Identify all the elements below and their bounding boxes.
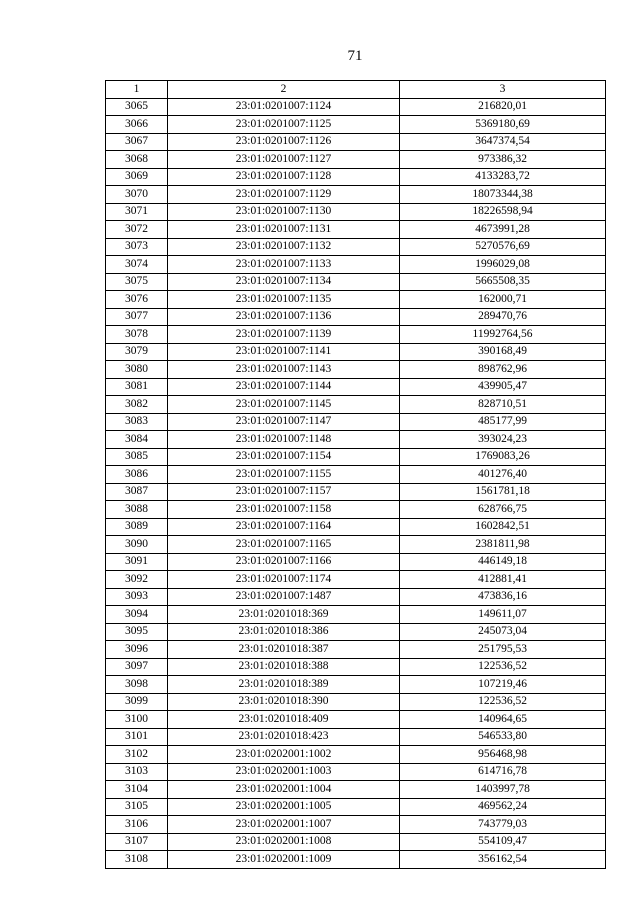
table-row: [106, 448, 606, 466]
table-row: [106, 203, 606, 221]
row-number-cell: 3075: [106, 273, 168, 291]
value-cell: 356162,54: [400, 851, 606, 869]
value-cell: 446149,18: [400, 553, 606, 571]
cadastral-number-cell: 23:01:0201018:389: [168, 676, 400, 694]
table-row: [106, 238, 606, 256]
column-header-1: 1: [106, 81, 168, 99]
cadastral-number-cell: 23:01:0201007:1134: [168, 273, 400, 291]
cadastral-number-cell: 23:01:0201007:1147: [168, 413, 400, 431]
row-number-cell: 3078: [106, 326, 168, 344]
cadastral-value-table: [105, 80, 606, 869]
table-row: [106, 483, 606, 501]
row-number-cell: 3067: [106, 133, 168, 151]
cadastral-number-cell: 23:01:0201007:1136: [168, 308, 400, 326]
cadastral-number-cell: 23:01:0201018:387: [168, 641, 400, 659]
table-row: [106, 518, 606, 536]
table-row: [106, 851, 606, 869]
table-row: [106, 816, 606, 834]
value-cell: 1403997,78: [400, 781, 606, 799]
cadastral-number-cell: 23:01:0202001:1009: [168, 851, 400, 869]
table-row: [106, 326, 606, 344]
row-number-cell: 3065: [106, 98, 168, 116]
cadastral-number-cell: 23:01:0201007:1132: [168, 238, 400, 256]
value-cell: 4133283,72: [400, 168, 606, 186]
cadastral-number-cell: 23:01:0201007:1124: [168, 98, 400, 116]
row-number-cell: 3085: [106, 448, 168, 466]
value-cell: 5665508,35: [400, 273, 606, 291]
value-cell: 5270576,69: [400, 238, 606, 256]
row-number-cell: 3104: [106, 781, 168, 799]
value-cell: 2381811,98: [400, 536, 606, 554]
value-cell: 628766,75: [400, 501, 606, 519]
value-cell: 289470,76: [400, 308, 606, 326]
cadastral-number-cell: 23:01:0201007:1125: [168, 116, 400, 134]
row-number-cell: 3076: [106, 291, 168, 309]
table-row: [106, 466, 606, 484]
row-number-cell: 3106: [106, 816, 168, 834]
cadastral-number-cell: 23:01:0201007:1141: [168, 343, 400, 361]
table-row: [106, 431, 606, 449]
row-number-cell: 3084: [106, 431, 168, 449]
cadastral-number-cell: 23:01:0201007:1131: [168, 221, 400, 239]
column-header-3: 3: [400, 81, 606, 99]
table-row: [106, 658, 606, 676]
value-cell: 18073344,38: [400, 186, 606, 204]
table-row: [106, 273, 606, 291]
cadastral-number-cell: 23:01:0201007:1139: [168, 326, 400, 344]
row-number-cell: 3080: [106, 361, 168, 379]
cadastral-number-cell: 23:01:0201007:1129: [168, 186, 400, 204]
row-number-cell: 3077: [106, 308, 168, 326]
table-row: [106, 133, 606, 151]
value-cell: 107219,46: [400, 676, 606, 694]
row-number-cell: 3070: [106, 186, 168, 204]
table-row: [106, 221, 606, 239]
cadastral-number-cell: 23:01:0201018:369: [168, 606, 400, 624]
cadastral-number-cell: 23:01:0201007:1126: [168, 133, 400, 151]
cadastral-number-cell: 23:01:0201018:423: [168, 728, 400, 746]
table-row: [106, 116, 606, 134]
row-number-cell: 3098: [106, 676, 168, 694]
table-row: [106, 291, 606, 309]
table-row: [106, 623, 606, 641]
row-number-cell: 3097: [106, 658, 168, 676]
table-row: [106, 711, 606, 729]
row-number-cell: 3096: [106, 641, 168, 659]
row-number-cell: 3092: [106, 571, 168, 589]
table-row: [106, 536, 606, 554]
value-cell: 162000,71: [400, 291, 606, 309]
value-cell: 5369180,69: [400, 116, 606, 134]
table-row: [106, 308, 606, 326]
row-number-cell: 3095: [106, 623, 168, 641]
value-cell: 245073,04: [400, 623, 606, 641]
table-row: [106, 396, 606, 414]
cadastral-number-cell: 23:01:0201018:388: [168, 658, 400, 676]
cadastral-number-cell: 23:01:0201007:1164: [168, 518, 400, 536]
row-number-cell: 3066: [106, 116, 168, 134]
cadastral-number-cell: 23:01:0201007:1144: [168, 378, 400, 396]
table-row: [106, 676, 606, 694]
row-number-cell: 3069: [106, 168, 168, 186]
value-cell: 251795,53: [400, 641, 606, 659]
value-cell: 828710,51: [400, 396, 606, 414]
column-header-2: 2: [168, 81, 400, 99]
value-cell: 439905,47: [400, 378, 606, 396]
cadastral-number-cell: 23:01:0201007:1174: [168, 571, 400, 589]
value-cell: 11992764,56: [400, 326, 606, 344]
value-cell: 1561781,18: [400, 483, 606, 501]
row-number-cell: 3068: [106, 151, 168, 169]
value-cell: 1602842,51: [400, 518, 606, 536]
row-number-cell: 3073: [106, 238, 168, 256]
value-cell: 216820,01: [400, 98, 606, 116]
row-number-cell: 3091: [106, 553, 168, 571]
value-cell: 401276,40: [400, 466, 606, 484]
row-number-cell: 3088: [106, 501, 168, 519]
cadastral-number-cell: 23:01:0201007:1158: [168, 501, 400, 519]
cadastral-number-cell: 23:01:0201007:1143: [168, 361, 400, 379]
cadastral-number-cell: 23:01:0201007:1155: [168, 466, 400, 484]
row-number-cell: 3079: [106, 343, 168, 361]
row-number-cell: 3072: [106, 221, 168, 239]
value-cell: 1769083,26: [400, 448, 606, 466]
table-body: [106, 98, 606, 868]
cadastral-number-cell: 23:01:0202001:1002: [168, 746, 400, 764]
table-row: [106, 833, 606, 851]
cadastral-number-cell: 23:01:0201007:1154: [168, 448, 400, 466]
cadastral-number-cell: 23:01:0202001:1008: [168, 833, 400, 851]
value-cell: 149611,07: [400, 606, 606, 624]
value-cell: 122536,52: [400, 693, 606, 711]
value-cell: 18226598,94: [400, 203, 606, 221]
table-row: [106, 728, 606, 746]
value-cell: 4673991,28: [400, 221, 606, 239]
row-number-cell: 3107: [106, 833, 168, 851]
cadastral-number-cell: 23:01:0201018:386: [168, 623, 400, 641]
value-cell: 412881,41: [400, 571, 606, 589]
row-number-cell: 3100: [106, 711, 168, 729]
table-row: [106, 98, 606, 116]
table-row: [106, 588, 606, 606]
value-cell: 390168,49: [400, 343, 606, 361]
table-header-row: [106, 81, 606, 99]
table-row: [106, 378, 606, 396]
row-number-cell: 3074: [106, 256, 168, 274]
cadastral-number-cell: 23:01:0201007:1145: [168, 396, 400, 414]
row-number-cell: 3099: [106, 693, 168, 711]
table-row: [106, 763, 606, 781]
cadastral-number-cell: 23:01:0201007:1165: [168, 536, 400, 554]
row-number-cell: 3102: [106, 746, 168, 764]
value-cell: 3647374,54: [400, 133, 606, 151]
table-row: [106, 746, 606, 764]
cadastral-number-cell: 23:01:0201007:1127: [168, 151, 400, 169]
row-number-cell: 3081: [106, 378, 168, 396]
value-cell: 469562,24: [400, 798, 606, 816]
table-row: [106, 781, 606, 799]
table-row: [106, 186, 606, 204]
row-number-cell: 3108: [106, 851, 168, 869]
cadastral-number-cell: 23:01:0202001:1003: [168, 763, 400, 781]
value-cell: 956468,98: [400, 746, 606, 764]
table-row: [106, 168, 606, 186]
row-number-cell: 3094: [106, 606, 168, 624]
table-row: [106, 553, 606, 571]
cadastral-number-cell: 23:01:0201007:1166: [168, 553, 400, 571]
value-cell: 743779,03: [400, 816, 606, 834]
row-number-cell: 3090: [106, 536, 168, 554]
cadastral-number-cell: 23:01:0202001:1007: [168, 816, 400, 834]
cadastral-number-cell: 23:01:0201018:390: [168, 693, 400, 711]
value-cell: 473836,16: [400, 588, 606, 606]
table-row: [106, 151, 606, 169]
value-cell: 122536,52: [400, 658, 606, 676]
cadastral-number-cell: 23:01:0201007:1130: [168, 203, 400, 221]
value-cell: 898762,96: [400, 361, 606, 379]
page-number: 71: [347, 48, 363, 64]
value-cell: 973386,32: [400, 151, 606, 169]
row-number-cell: 3105: [106, 798, 168, 816]
cadastral-number-cell: 23:01:0202001:1004: [168, 781, 400, 799]
cadastral-number-cell: 23:01:0202001:1005: [168, 798, 400, 816]
value-cell: 614716,78: [400, 763, 606, 781]
row-number-cell: 3103: [106, 763, 168, 781]
value-cell: 546533,80: [400, 728, 606, 746]
table-row: [106, 571, 606, 589]
value-cell: 554109,47: [400, 833, 606, 851]
row-number-cell: 3093: [106, 588, 168, 606]
table-row: [106, 693, 606, 711]
table-row: [106, 501, 606, 519]
table-row: [106, 606, 606, 624]
row-number-cell: 3087: [106, 483, 168, 501]
table-row: [106, 798, 606, 816]
cadastral-number-cell: 23:01:0201007:1487: [168, 588, 400, 606]
cadastral-number-cell: 23:01:0201007:1128: [168, 168, 400, 186]
cadastral-number-cell: 23:01:0201018:409: [168, 711, 400, 729]
table-row: [106, 641, 606, 659]
value-cell: 140964,65: [400, 711, 606, 729]
row-number-cell: 3083: [106, 413, 168, 431]
cadastral-number-cell: 23:01:0201007:1135: [168, 291, 400, 309]
row-number-cell: 3071: [106, 203, 168, 221]
table-row: [106, 361, 606, 379]
cadastral-number-cell: 23:01:0201007:1148: [168, 431, 400, 449]
value-cell: 1996029,08: [400, 256, 606, 274]
row-number-cell: 3089: [106, 518, 168, 536]
cadastral-number-cell: 23:01:0201007:1133: [168, 256, 400, 274]
row-number-cell: 3101: [106, 728, 168, 746]
value-cell: 485177,99: [400, 413, 606, 431]
cadastral-number-cell: 23:01:0201007:1157: [168, 483, 400, 501]
table-row: [106, 256, 606, 274]
row-number-cell: 3082: [106, 396, 168, 414]
value-cell: 393024,23: [400, 431, 606, 449]
row-number-cell: 3086: [106, 466, 168, 484]
table-row: [106, 413, 606, 431]
table-row: [106, 343, 606, 361]
